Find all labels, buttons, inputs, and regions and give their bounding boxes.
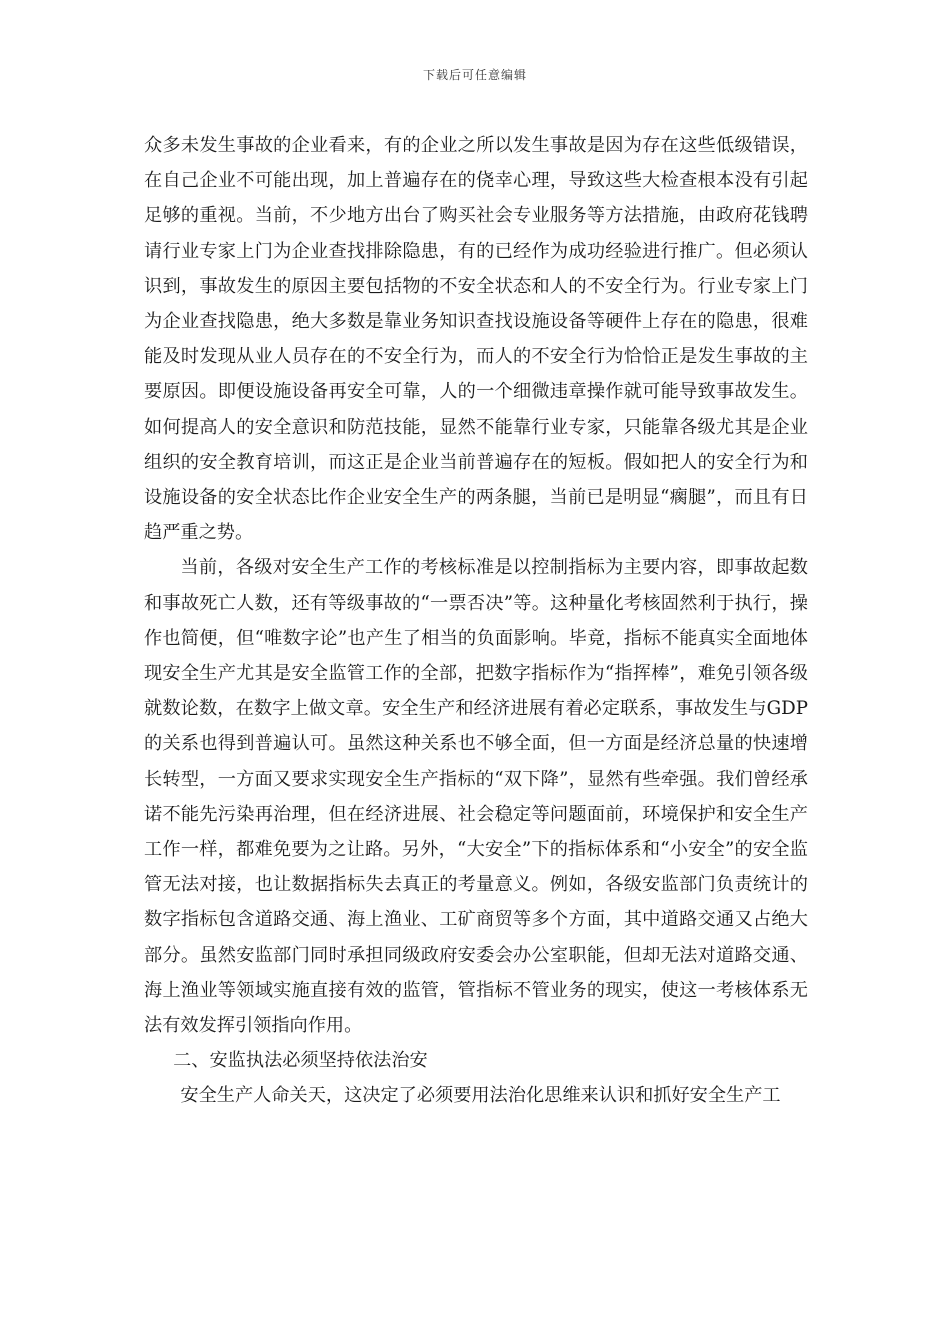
paragraph: 安全生产人命关天，这决定了必须要用法治化思维来认识和抓好安全生产工 (180, 1085, 781, 1107)
section-heading: 二、安监执法必须坚持依法治安 (173, 1050, 428, 1072)
paragraph-continued: 众多未发生事故的企业看来，有的企业之所以发生事故是因为存在这些低级错误，在自己企业不可能出现，加上普遍存在的侥幸心理，导致这些大检查根本没有引起足够的重视。当前，不少地方出台了购买社会专业服务等方法措施，由政府花钱聘请行业专家上门为企业查找排除隐患，有的已经作为成功经验进行推广。但必须认识到，事故发生的原因主要包括物的不安全状态和人的不安全行为。行业专家上门为企业查找隐患，绝大多数是靠业务知识查找设施设备等硬件上存在的隐患，很难能及时发现从业人员存在的不安全行为，而人的不安全行为恰恰正是发生事故的主要原因。即便设施设备再安全可靠，人的一个细微违章操作就可能导致事故发生。如何提高人的安全意识和防范技能，显然不能靠行业专家，只能靠各级尤其是企业组织的安全教育培训，而这正是企业当前普遍存在的短板。假如把人的安全行为和设施设备的安全状态比作企业安全生产的两条腿，当前已是明显“瘸腿”，而且有日趋严重之势。 (144, 135, 808, 544)
header-note: 下载后可任意编辑 (422, 68, 527, 82)
document-body (144, 128, 808, 1114)
paragraph: 当前，各级对安全生产工作的考核标准是以控制指标为主要内容，即事故起数和事故死亡人数，还有等级事故的“一票否决”等。这种量化考核固然利于执行，操作也简便，但“唯数字论”也产生了相当的负面影响。毕竟，指标不能真实全面地体现安全生产尤其是安全监管工作的全部，把数字指标作为“指挥棒”，难免引领各级就数论数，在数字上做文章。安全生产和经济进展有着必定联系，事故发生与GDP的关系也得到普遍认可。虽然这种关系也不够全面，但一方面是经济总量的快速增长转型，一方面又要求实现安全生产指标的“双下降”，显然有些牵强。我们曾经承诺不能先污染再治理，但在经济进展、社会稳定等问题面前，环境保护和安全生产工作一样，都难免要为之让路。另外，“大安全”下的指标体系和“小安全”的安全监管无法对接，也让数据指标失去真正的考量意义。例如，各级安监部门负责统计的数字指标包含道路交通、海上渔业、工矿商贸等多个方面，其中道路交通又占绝大部分。虽然安监部门同时承担同级政府安委会办公室职能，但却无法对道路交通、海上渔业等领域实施直接有效的监管，管指标不管业务的现实，使这一考核体系无法有效发挥引领指向作用。 (144, 557, 808, 1037)
